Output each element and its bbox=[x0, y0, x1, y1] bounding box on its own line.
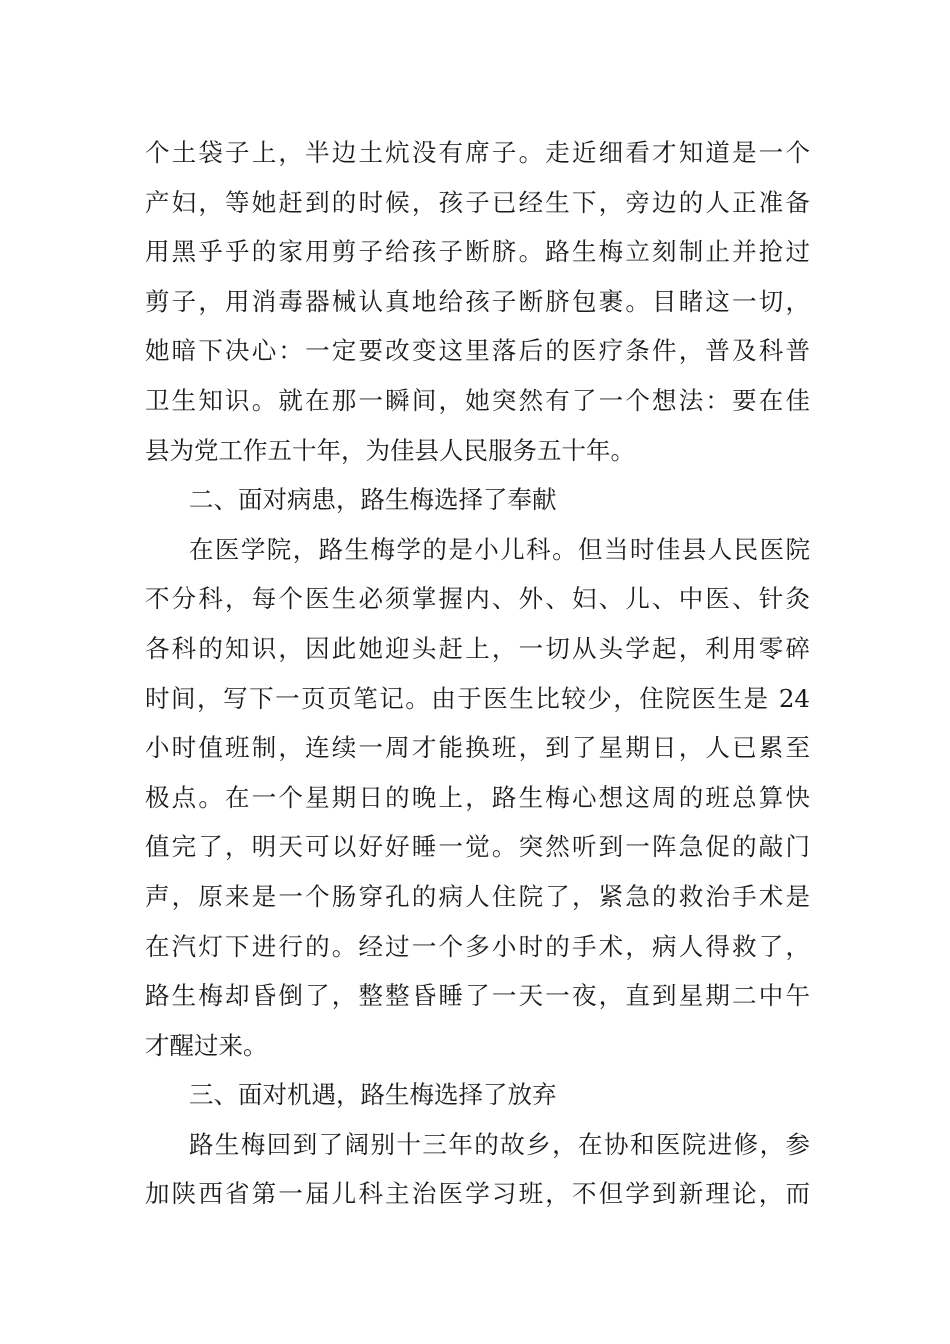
text-line: 卫生知识。就在那一瞬间，她突然有了一个想法：要在佳 bbox=[145, 385, 810, 415]
text-line: 极点。在一个星期日的晚上，路生梅心想这周的班总算快 bbox=[145, 782, 810, 812]
text-line: 加陕西省第一届儿科主治医学习班，不但学到新理论，而 bbox=[145, 1179, 810, 1209]
text-line: 不分科，每个医生必须掌握内、外、妇、儿、中医、针灸 bbox=[145, 584, 810, 614]
text-line: 各科的知识，因此她迎头赶上，一切从头学起，利用零碎 bbox=[145, 633, 810, 663]
text-line: 在医学院，路生梅学的是小儿科。但当时佳县人民医院 bbox=[189, 534, 810, 564]
text-line: 才醒过来。 bbox=[145, 1030, 268, 1060]
text-line: 县为党工作五十年，为佳县人民服务五十年。 bbox=[145, 435, 635, 465]
text-line: 路生梅回到了阔别十三年的故乡，在协和医院进修，参 bbox=[189, 1129, 810, 1159]
text-line: 路生梅却昏倒了，整整昏睡了一天一夜，直到星期二中午 bbox=[145, 981, 810, 1011]
text-line: 小时值班制，连续一周才能换班，到了星期日，人已累至 bbox=[145, 733, 810, 763]
text-line: 值完了，明天可以好好睡一觉。突然听到一阵急促的敲门 bbox=[145, 832, 810, 862]
text-line: 时间，写下一页页笔记。由于医生比较少，住院医生是 24 bbox=[145, 683, 810, 713]
document-body bbox=[145, 128, 810, 1219]
text-line: 个土袋子上，半边土炕没有席子。走近细看才知道是一个 bbox=[145, 138, 810, 167]
text-line: 声，原来是一个肠穿孔的病人住院了，紧急的救治手术是 bbox=[145, 881, 810, 911]
section-heading: 三、面对机遇，路生梅选择了放弃 bbox=[189, 1080, 557, 1110]
section-heading: 二、面对病患，路生梅选择了奉献 bbox=[189, 485, 557, 515]
text-line: 产妇，等她赶到的时候，孩子已经生下，旁边的人正准备 bbox=[145, 187, 810, 217]
text-line: 用黑乎乎的家用剪子给孩子断脐。路生梅立刻制止并抢过 bbox=[145, 237, 810, 267]
text-line: 剪子，用消毒器械认真地给孩子断脐包裹。目睹这一切， bbox=[145, 286, 810, 316]
text-line: 她暗下决心：一定要改变这里落后的医疗条件，普及科普 bbox=[145, 336, 810, 366]
text-line: 在汽灯下进行的。经过一个多小时的手术，病人得救了， bbox=[145, 931, 810, 961]
